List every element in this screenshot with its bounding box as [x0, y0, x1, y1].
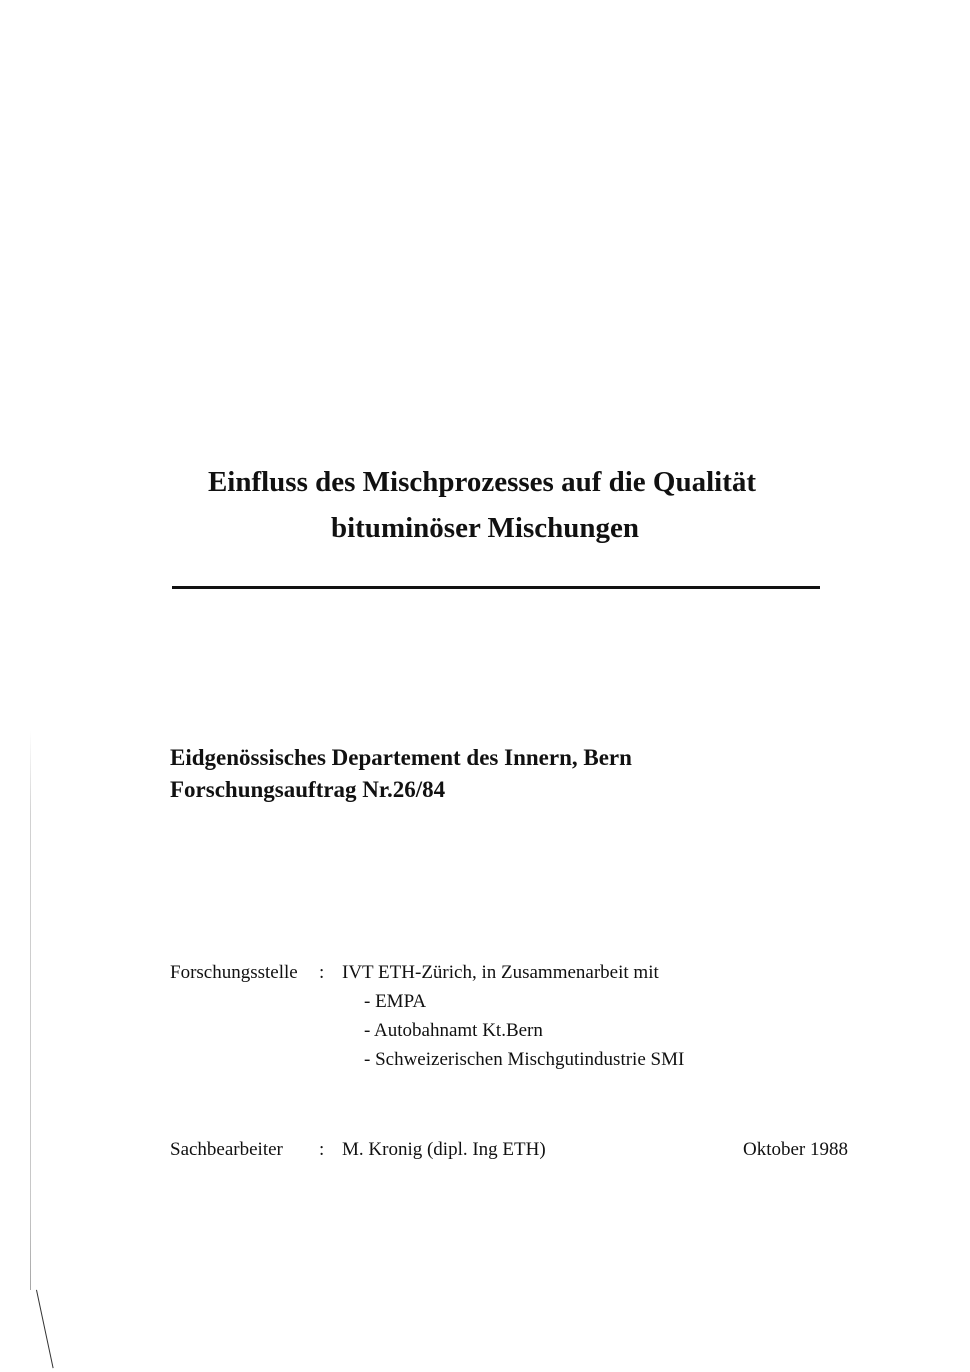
scan-binding-mark: [30, 730, 31, 1290]
partner-item: - EMPA: [364, 991, 427, 1012]
document-title-line-1: Einfluss des Mischprozesses auf die Qualität: [207, 466, 757, 498]
title-divider: [172, 586, 820, 589]
case-officer-label: Sachbearbeiter: [170, 1139, 283, 1160]
research-site-value: IVT ETH-Zürich, in Zusammenarbeit mit: [342, 962, 659, 983]
case-officer-value: M. Kronig (dipl. Ing ETH): [342, 1139, 546, 1160]
research-site-separator: :: [319, 962, 325, 983]
research-site-label: Forschungsstelle: [170, 962, 298, 983]
partner-item: - Schweizerischen Mischgutindustrie SMI: [364, 1049, 685, 1070]
scan-binding-tail: [36, 1290, 54, 1368]
research-contract-number: Forschungsauftrag Nr.26/84: [170, 777, 446, 802]
sponsor-department: Eidgenössisches Departement des Innern, Bern: [170, 745, 632, 770]
partner-item: - Autobahnamt Kt.Bern: [364, 1020, 543, 1041]
publication-date: Oktober 1988: [743, 1139, 849, 1160]
case-officer-separator: :: [319, 1139, 325, 1160]
document-title-line-2: bituminöser Mischungen: [330, 512, 640, 544]
